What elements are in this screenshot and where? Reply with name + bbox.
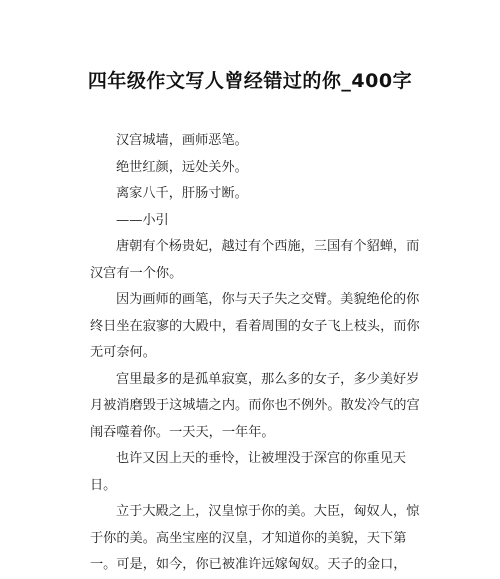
document-body — [90, 128, 430, 579]
paragraph: 唐朝有个杨贵妃，越过有个西施，三国有个貂蝉，而汉宫有一个你。 — [90, 239, 420, 281]
paragraph: 绝世红颜，远处关外。 — [116, 159, 248, 175]
paragraph: 也许又因上天的垂怜，让被埋没于深宫的你重见天日。 — [90, 451, 407, 493]
paragraph: 汉宫城墙，画师恶笔。 — [116, 133, 248, 148]
document-title: 四年级作文写人曾经错过的你_400字 — [87, 70, 413, 92]
paragraph: 离家八千，肝肠寸断。 — [116, 186, 248, 201]
paragraph: 因为画师的画笔，你与天子失之交臂。美貌绝伦的你终日坐在寂寥的大殿中，看着周围的女子飞上枝头，而你无可奈何。 — [90, 292, 420, 360]
paragraph: 宫里最多的是孤单寂寞，那么多的女子，多少美好岁月被消磨毁于这城墙之内。而你也不例外。散发冷气的宫闱吞噬着你。一天天，一年年。 — [90, 371, 420, 440]
paragraph: ——小引 — [116, 212, 169, 228]
paragraph: 立于大殿之上，汉皇惊于你的美。大臣，匈奴人，惊于你的美。高坐宝座的汉皇，才知道你的美貌，天下第一。可是，如今，你已被准许远嫁匈奴。天子的金口， — [90, 504, 420, 572]
